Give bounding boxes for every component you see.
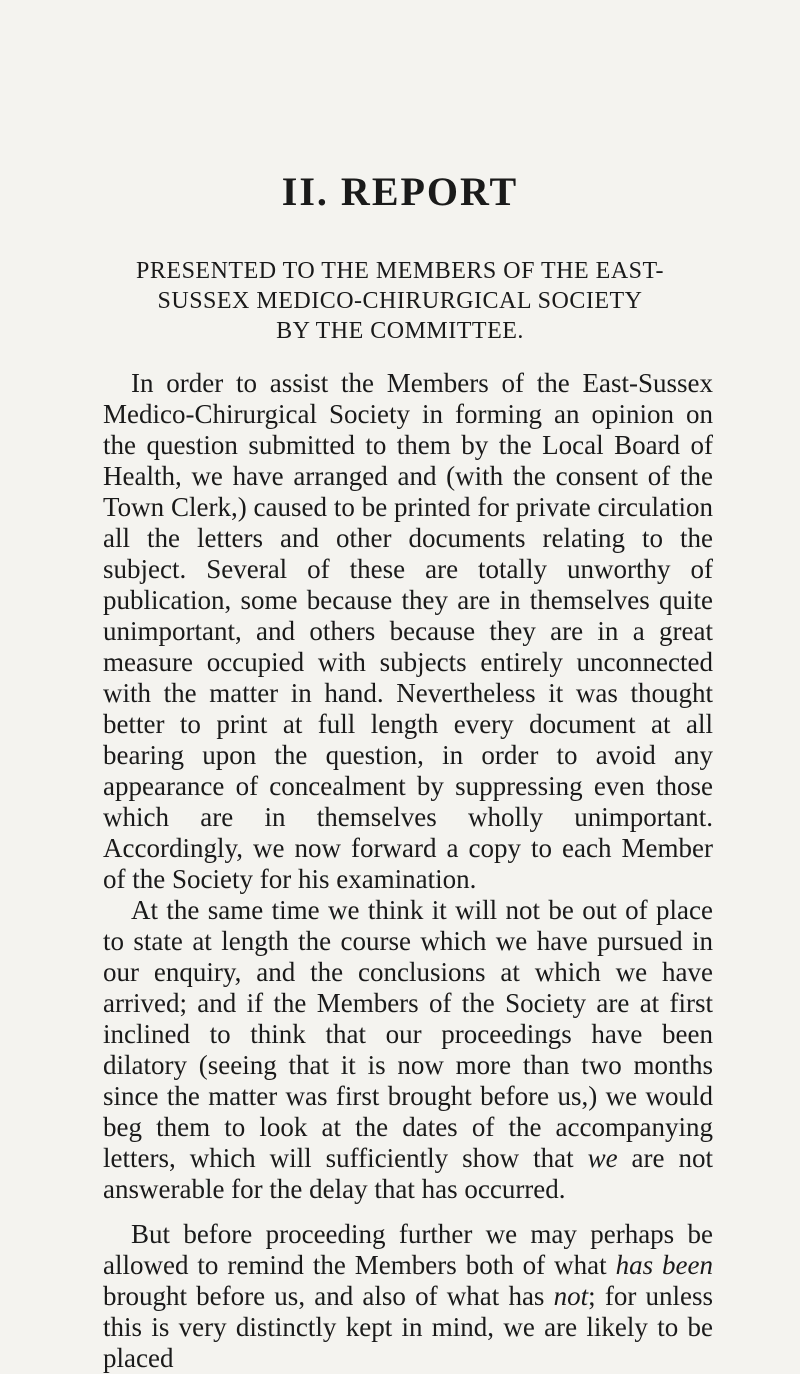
paragraph-3-text-a: But before proceeding further we may perhaps be allowed to remind the Members both of what — [103, 1219, 713, 1280]
paragraph-3-text-b: brought before us, and also of what has — [103, 1281, 554, 1311]
paragraph-3 — [103, 1219, 713, 1374]
paragraph-1: In order to assist the Members of the East-Sussex Medico-Chirurgical Society in forming an opinion on the question submitted to them by the Local Board of Health, we have arranged and (with the consent of the Town Clerk,) caused to be printed for private circulation all the letters and other documents relating to the subject. Several of these are totally unworthy of publication, some because they are in themselves quite unimportant, and others because they are in a great measure occupied with subjects entirely unconnected with the matter in hand. Nevertheless it was thought better to print at full length every document at all bearing upon the question, in order to avoid any appearance of concealment by suppressing even those which are in themselves wholly unimportant. Accordingly, we now forward a copy to each Member of the Society for his examination. — [103, 368, 713, 894]
paragraph-3-emphasis-2: not — [553, 1281, 589, 1311]
report-body — [103, 368, 713, 1374]
report-subtitle — [0, 256, 800, 346]
subtitle-line-3: BY THE COMMITTEE. — [276, 318, 524, 344]
paragraph-2 — [103, 895, 713, 1205]
paragraph-3-emphasis-1: has been — [615, 1250, 713, 1280]
paragraph-2-text-a: At the same time we think it will not be out of place to state at length the course which we have pursued in our enquiry, and the conclusions at which we have arrived; and if the Members of the Society are at first inclined to think that our proceedings have been dilatory (seeing that it is now more than two months since the matter was first brought before us,) we would beg them to look at the dates of the accompanying letters, which will sufficiently show that — [103, 895, 713, 1173]
paragraph-2-emphasis: we — [587, 1143, 618, 1173]
subtitle-line-1: PRESENTED TO THE MEMBERS OF THE EAST- — [136, 258, 664, 284]
report-title: II. REPORT — [281, 169, 519, 214]
paragraph-2-text-b: are not answerable for the delay that has occurred. — [103, 1143, 713, 1204]
paragraph-3-text-c: ; for unless this is very distinctly kept in mind, we are likely to be placed — [103, 1281, 713, 1373]
subtitle-line-2: SUSSEX MEDICO-CHIRURGICAL SOCIETY — [157, 288, 643, 314]
